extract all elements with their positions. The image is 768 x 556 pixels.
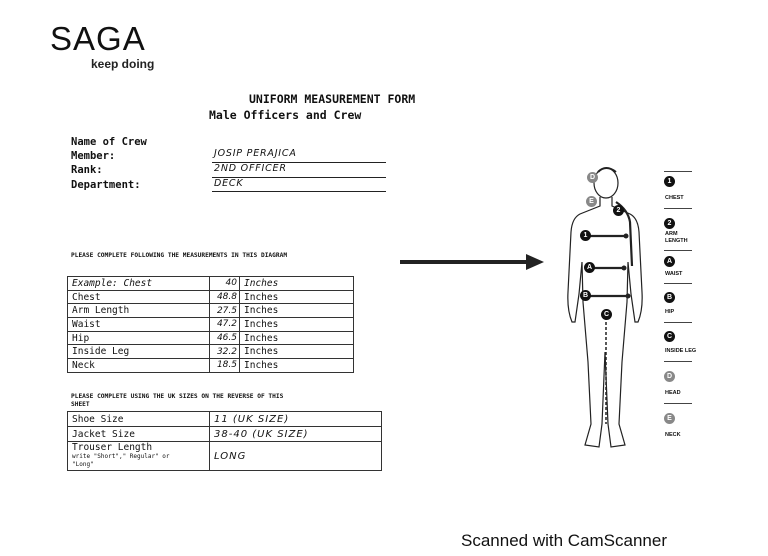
legend-1-icon: 1 — [664, 176, 675, 187]
row-unit: Inches — [240, 304, 354, 318]
legend-hip: HIP — [665, 309, 675, 315]
name-value: JOSIP PERAJICA — [214, 148, 297, 159]
row-unit: Inches — [240, 318, 354, 332]
row-label: Chest — [68, 290, 210, 304]
trouser-length-value: LONG — [210, 442, 382, 471]
legend-2-icon: 2 — [664, 218, 675, 229]
trouser-length-label: Trouser Length — [72, 442, 153, 453]
table-row — [68, 345, 354, 359]
row-value: 27.5 — [210, 304, 240, 318]
legend-divider — [664, 250, 692, 251]
marker-1-icon: 1 — [580, 230, 591, 241]
row-label: Hip — [68, 331, 210, 345]
logo-tagline: keep doing — [91, 57, 155, 71]
legend-divider — [664, 322, 692, 323]
table-row — [68, 304, 354, 318]
rank-value: 2ND OFFICER — [214, 163, 287, 174]
measurement-instruction: PLEASE COMPLETE FOLLOWING THE MEASUREMENTS IN THIS DIAGRAM — [71, 252, 288, 259]
row-label: Waist — [68, 318, 210, 332]
trouser-length-cell — [68, 442, 210, 471]
legend-inside-leg: INSIDE LEG — [665, 348, 697, 354]
arrow-right-icon — [398, 254, 546, 272]
form-subtitle: Male Officers and Crew — [209, 108, 362, 122]
example-value: 40 — [210, 277, 240, 291]
row-value: 18.5 — [210, 359, 240, 373]
row-value: 32.2 — [210, 345, 240, 359]
shoe-size-value: 11 (UK SIZE) — [210, 412, 382, 427]
row-value: 47.2 — [210, 318, 240, 332]
name-label-line1: Name of Crew — [71, 136, 147, 148]
legend-chest: CHEST — [665, 195, 684, 201]
table-row — [68, 442, 382, 471]
uk-instruction-line1: PLEASE COMPLETE USING THE UK SIZES ON THE REVERSE OF THIS — [71, 393, 284, 400]
legend-arm-line2: LENGTH — [665, 238, 688, 244]
marker-c-icon: C — [601, 309, 612, 320]
legend-divider — [664, 361, 692, 362]
legend-a-icon: A — [664, 256, 675, 267]
jacket-size-label: Jacket Size — [68, 427, 210, 442]
saga-logo — [50, 22, 154, 71]
table-row — [68, 318, 354, 332]
form-title: UNIFORM MEASUREMENT FORM — [249, 92, 416, 106]
table-row — [68, 290, 354, 304]
camscanner-watermark: Scanned with CamScanner — [461, 531, 668, 550]
marker-2-icon: 2 — [613, 205, 624, 216]
row-label: Arm Length — [68, 304, 210, 318]
table-row — [68, 412, 382, 427]
row-value: 46.5 — [210, 331, 240, 345]
legend-head: HEAD — [665, 390, 681, 396]
legend-c-icon: C — [664, 331, 675, 342]
measurement-table — [67, 276, 354, 373]
legend-b-icon: B — [664, 292, 675, 303]
example-unit: Inches — [240, 277, 354, 291]
legend-divider — [664, 171, 692, 172]
row-unit: Inches — [240, 331, 354, 345]
legend-divider — [664, 403, 692, 404]
legend-divider — [664, 208, 692, 209]
row-unit: Inches — [240, 345, 354, 359]
legend-e-icon: E — [664, 413, 675, 424]
marker-b-icon: B — [580, 290, 591, 301]
legend-neck: NECK — [665, 432, 681, 438]
row-label: Inside Leg — [68, 345, 210, 359]
trouser-note-line2: "Long" — [72, 461, 94, 468]
department-underline — [212, 191, 386, 192]
row-label: Neck — [68, 359, 210, 373]
row-value: 48.8 — [210, 290, 240, 304]
marker-a-icon: A — [584, 262, 595, 273]
marker-e-icon: E — [586, 196, 597, 207]
table-row — [68, 359, 354, 373]
rank-label: Rank: — [71, 164, 103, 176]
jacket-size-value: 38-40 (UK SIZE) — [210, 427, 382, 442]
legend-waist: WAIST — [665, 271, 683, 277]
shoe-size-label: Shoe Size — [68, 412, 210, 427]
uk-sizes-table — [67, 411, 382, 471]
table-row-example — [68, 277, 354, 291]
marker-d-icon: D — [587, 172, 598, 183]
department-value: DECK — [214, 178, 244, 189]
row-unit: Inches — [240, 290, 354, 304]
trouser-note-line1: write "Short"," Regular" or — [72, 453, 170, 460]
legend-divider — [664, 283, 692, 284]
department-label: Department: — [71, 179, 141, 191]
row-unit: Inches — [240, 359, 354, 373]
legend-d-icon: D — [664, 371, 675, 382]
logo-word: SAGA — [50, 20, 146, 57]
legend-arm-line1: ARM — [665, 231, 678, 237]
table-row — [68, 331, 354, 345]
uk-size-instruction — [71, 393, 283, 409]
name-label-line2: Member: — [71, 150, 116, 162]
uk-instruction-line2: SHEET — [71, 401, 90, 408]
table-row — [68, 427, 382, 442]
example-label: Example: Chest — [68, 277, 210, 291]
